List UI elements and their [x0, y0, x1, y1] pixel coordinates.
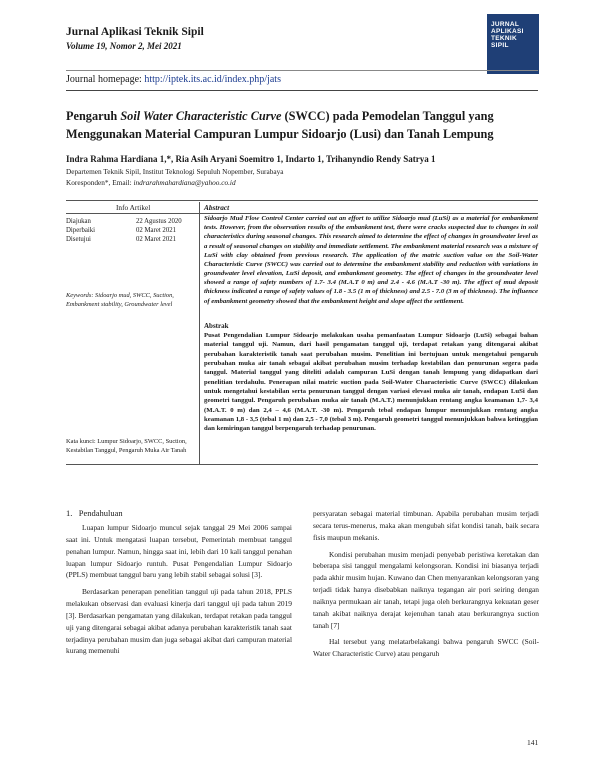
header-divider [66, 70, 538, 71]
abstract-indonesian: Pusat Pengendalian Lumpur Sidoarjo melakukan usaha pemanfaatan Lumpur Sidoarjo (LuSi) sebagai bahan material tanggul uji. Namun, dari hasil pengamatan tanggul uji, terdapat retakan yang ditengarai akibat perubahan karakteristik tanah saat perubahan musim. Penelitian ini bertujuan untuk mengetahui pengaruh perubahan muka air tanah sebagai akibat perubahan musim terhadap kestabilan dan penurunan segera pada tanggul. Material tanggul yang diteliti adalah campuran LuSi dengan tanah lempung yang didapatkan dari penelitian terdahulu. Penerapan nilai matric suction pada Soil-Water Characteristic Curve (SWCC) dilakukan untuk mengetahui kestabilan serta penurunan tanggul dengan variasi elevasi muka air tanah, endapan LuSi dan geometri tanggul. Pengaruh perubahan muka air tanah (M.A.T.) menunjukkan rentang angka keamanan 1,7- 3,4 (M.A.T. 0 m) dan 2,4 – 4,6 (M.A.T. -30 m). Pengaruh tebal endapan lumpur menunjukkan rentang angka keamanan 1,8 - 3,5 (tebal 1 m) dan 2,5 - 7,0 (tebal 3 m). Pengaruh geometri tanggul menunjukkan bahwa ketinggian dan kemiringan tanggul berpengaruh terhadap penurunan. [204, 332, 538, 433]
paragraph: Berdasarkan penerapan penelitian tanggul uji pada tahun 2018, PPLS melakukan observasi dan evaluasi kinerja dari tanggul uji pada tahun 2019 [3]. Berdasarkan pengamatan yang dilakukan, terdapat retakan pada tanggul uji yang ditengarai sebagai akibat adanya perubahan karakteristik tanah saat terjadinya perubahan musim dan juga sebagai akibat dari campuran material kurang memenuhi [66, 587, 292, 656]
journal-volume: Volume 19, Nomor 2, Mei 2021 [66, 41, 182, 51]
corresponding-author: Koresponden*, Email: indrarahmahardiana@yahoo.co.id [66, 177, 236, 187]
homepage-link[interactable]: http://iptek.its.ac.id/index.php/jats [144, 74, 281, 85]
abstract-col-header: Abstract [204, 203, 230, 212]
corresponding-email[interactable]: indrarahmahardiana@yahoo.co.id [133, 177, 236, 187]
author-list: Indra Rahma Hardiana 1,*, Ria Asih Aryani Soemitro 1, Indarto 1, Trihanyndio Rendy Satrya 1 [66, 154, 436, 164]
title-divider [66, 90, 538, 91]
paragraph: Hal tersebut yang melatarbelakangi bahwa pengaruh SWCC (Soil-Water Characteristic Curve) atau pengaruh [313, 637, 539, 659]
body-column-left [66, 522, 292, 662]
affiliation: Departemen Teknik Sipil, Institut Teknologi Sepuluh Nopember, Surabaya [66, 167, 284, 176]
info-table-header [66, 202, 538, 214]
date-row-submitted: Diajukan 22 Agustus 2020 [66, 218, 182, 225]
journal-cover-image: JURNAL APLIKASI TEKNIK SIPIL [487, 14, 539, 74]
journal-name: Jurnal Aplikasi Teknik Sipil [66, 26, 204, 38]
section-number: 1. [66, 508, 73, 518]
journal-homepage [66, 74, 281, 85]
paragraph: persyaratan sebagai material timbunan. Apabila perubahan musim terjadi secara terus-menerus, maka akan mengubah sifat kondisi tanah, baik secara fisis maupun mekanis. [313, 509, 539, 542]
info-col-header: Info Artikel [116, 203, 151, 212]
section-heading [66, 508, 123, 518]
abstract-english: Sidoarjo Mud Flow Control Center carried out an effort to utilize Sidoarjo mud (LuSi) as a material for embankment tests. However, from the observation results of the embankment test, there were cracks suspected due to changes in soil characteristics during seasonal changes. This research aimed to determine the effect of changes in groundwater level as a result of seasonal changes on stability and immediate settlement. The embankment material research was a mixture of LuSi with clay obtained from previous research. The application of the matric suction value on the Soil-Water Characteristic Curve (SWCC) was carried out to determine the embankment stability and reduction with variations in groundwater level elevation, LuSi deposit, and embankment geometry. The effect of changes in the groundwater level showed a range of safety numbers of 1.7- 3.4 (M.A.T 0 m) and 2.4 - 4.6 (M.A.T -30 m). The effect of mud deposit thickness indicated a range of safety values of 1.8 - 3.5 (1 m of thickness) and 2.5 - 7.0 (3 m of thickness). The influence of embankment geometry showed that the embankment height and slope affect the settlement. [204, 215, 538, 305]
column-separator [199, 202, 200, 465]
article-dates [66, 217, 182, 245]
section-title: Pendahuluan [78, 508, 123, 518]
article-title: Pengaruh Soil Water Characteristic Curve (SWCC) pada Pemodelan Tanggul yang Menggunakan Material Campuran Lumpur Sidoarjo (Lusi) dan Tanah Lempung [66, 109, 494, 141]
keywords-indonesian: Kata kunci: Lumpur Sidoarjo, SWCC, Suction, Kestabilan Tanggul, Pengaruh Muka Air Tanah [66, 438, 187, 454]
body-column-right [313, 508, 539, 665]
date-row-revised: Diperbaiki 02 Maret 2021 [66, 227, 177, 235]
paragraph: Luapan lumpur Sidoarjo muncul sejak tanggal 29 Mei 2006 sampai saat ini. Untuk mengatasi luapan tersebut, Pemerintah membuat tanggul penahan lumpur. Namun, hingga saat ini, lebih dari 10 kali tanggul penahan luapan lumpur Sidoarjo runtuh. Pusat Pengendalian Lumpur Sidoarjo (PPLS) membuat tanggul baru yang lebih stabil sebagai solusi [3]. [66, 523, 292, 580]
abstract-indonesian-heading: Abstrak [204, 322, 229, 330]
keywords-english: Keywords: Sidoarjo mud, SWCC, Suction, Embankment stability, Groundwater level [66, 292, 174, 308]
affiliation-block [66, 167, 284, 188]
page-number: 141 [527, 738, 539, 747]
paragraph: Kondisi perubahan musim menjadi penyebab peristiwa keretakan dan beberapa sisi tanggul mengalami kelongsoran. Kondisi ini biasanya terjadi pada akhir musim hujan. Kuwano dan Chen menyarankan kelongsoran yang terjadi tidak hanya disebabkan naiknya tegangan air pori seiring dengan naiknya permukaan air tanah, tetapi juga oleh berkurangnya kekuatan geser tanah akibat naiknya derajat kejenuhan tanah atau berkurangnya suction tanah [7] [313, 549, 539, 630]
date-row-accepted: Disetujui 02 Maret 2021 [66, 236, 177, 244]
homepage-label: Journal homepage: [66, 74, 145, 85]
